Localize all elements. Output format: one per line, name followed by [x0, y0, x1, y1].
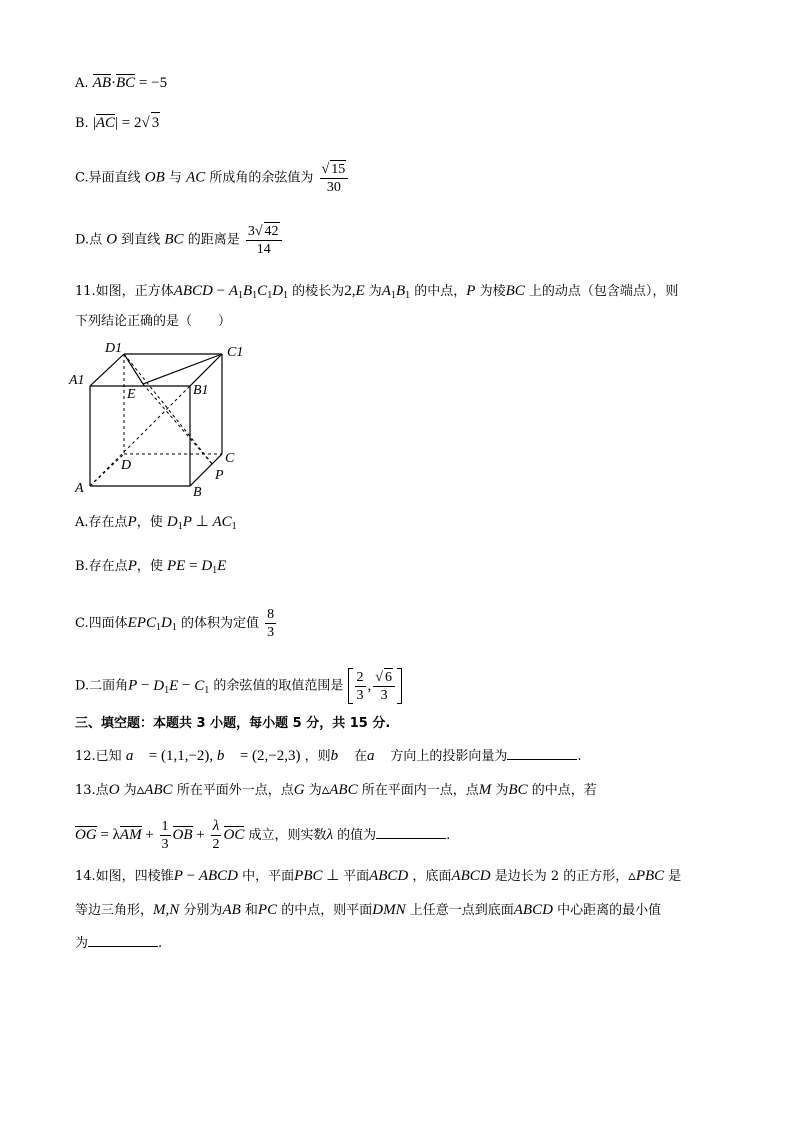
label-a: A — [75, 481, 84, 496]
label-b: B — [193, 485, 202, 498]
option-d-q10: D.点 O 到直线 BC 的距离是 $\frac{3√ 42}{14}$ — [75, 222, 284, 258]
label-c: C — [225, 451, 235, 466]
cube-figure — [65, 338, 255, 498]
label-a1: A1 — [69, 373, 85, 388]
option-a-q11: A.存在点P，使 $D_1P$ ⊥ $AC_1$ — [75, 514, 237, 532]
label-d1: D1 — [105, 341, 123, 356]
section-heading: 三、填空题：本题共 3 小题，每小题 5 分，共 15 分. — [75, 716, 391, 731]
option-b-q11: B.存在点P，使 PE = $D_1E$ — [75, 558, 227, 576]
question-14-line2: 等边三角形，M,N 分别为AB 和PC 的中点，则平面DMN 上任意一点到底面ABCD 中心距离的最小值 — [75, 902, 662, 918]
option-d-q11: D.二面角$P - D_1E - C_1$ 的余弦值的取值范围是 $\frac{2}{3}$ , $\frac{√ 6}{3}$ — [75, 668, 402, 704]
question-13-line1: 13.点O 为▵ABC 所在平面外一点，点G 为▵ABC 所在平面内一点，点M 为BC 的中点，若 — [75, 782, 597, 798]
question-11-line2: 下列结论正确的是（ ） — [75, 314, 232, 329]
question-13-line2: OG = λAM + $\frac{1}{3}$ OB + $\frac{\lambda}{2}$ OC 成立，则实数λ 的值为 . — [75, 818, 451, 852]
option-b-q10: B. |AC| = 2√ 3 — [75, 112, 160, 134]
option-c-q10: C.异面直线 OB 与 AC 所成角的余弦值为 $\frac{√ 15}{30}$ — [75, 160, 350, 196]
label-e: E — [127, 387, 136, 402]
question-14-line1: 14.如图，四棱锥P − ABCD 中，平面PBC ⊥ 平面ABCD ，底面ABCD 是边长为 2 的正方形，▵PBC 是 — [75, 868, 682, 884]
question-11-line1: 11.如图，正方体ABCD − $A_1B_1C_1D_1$ 的棱长为2,E 为$A_1B_1$ 的中点，P 为棱BC 上的动点（包含端点），则 — [75, 283, 679, 301]
label-p: P — [215, 468, 224, 483]
label-d: D — [121, 458, 132, 473]
question-14-line3: 为 . — [75, 936, 163, 951]
question-12: 12.已知 a⃗ = (1,1,−2), b⃗ = (2,−2,3) ，则b⃗ 在a⃗ 方向上的投影向量为 . — [75, 748, 582, 764]
option-c-q11: C.四面体$EPC_1D_1$ 的体积为定值 $\frac{8}{3}$ — [75, 607, 275, 640]
label-b1: B1 — [193, 383, 209, 398]
label-c1: C1 — [227, 345, 244, 360]
option-a-q10: A. AB·BC = −5 — [75, 75, 168, 91]
